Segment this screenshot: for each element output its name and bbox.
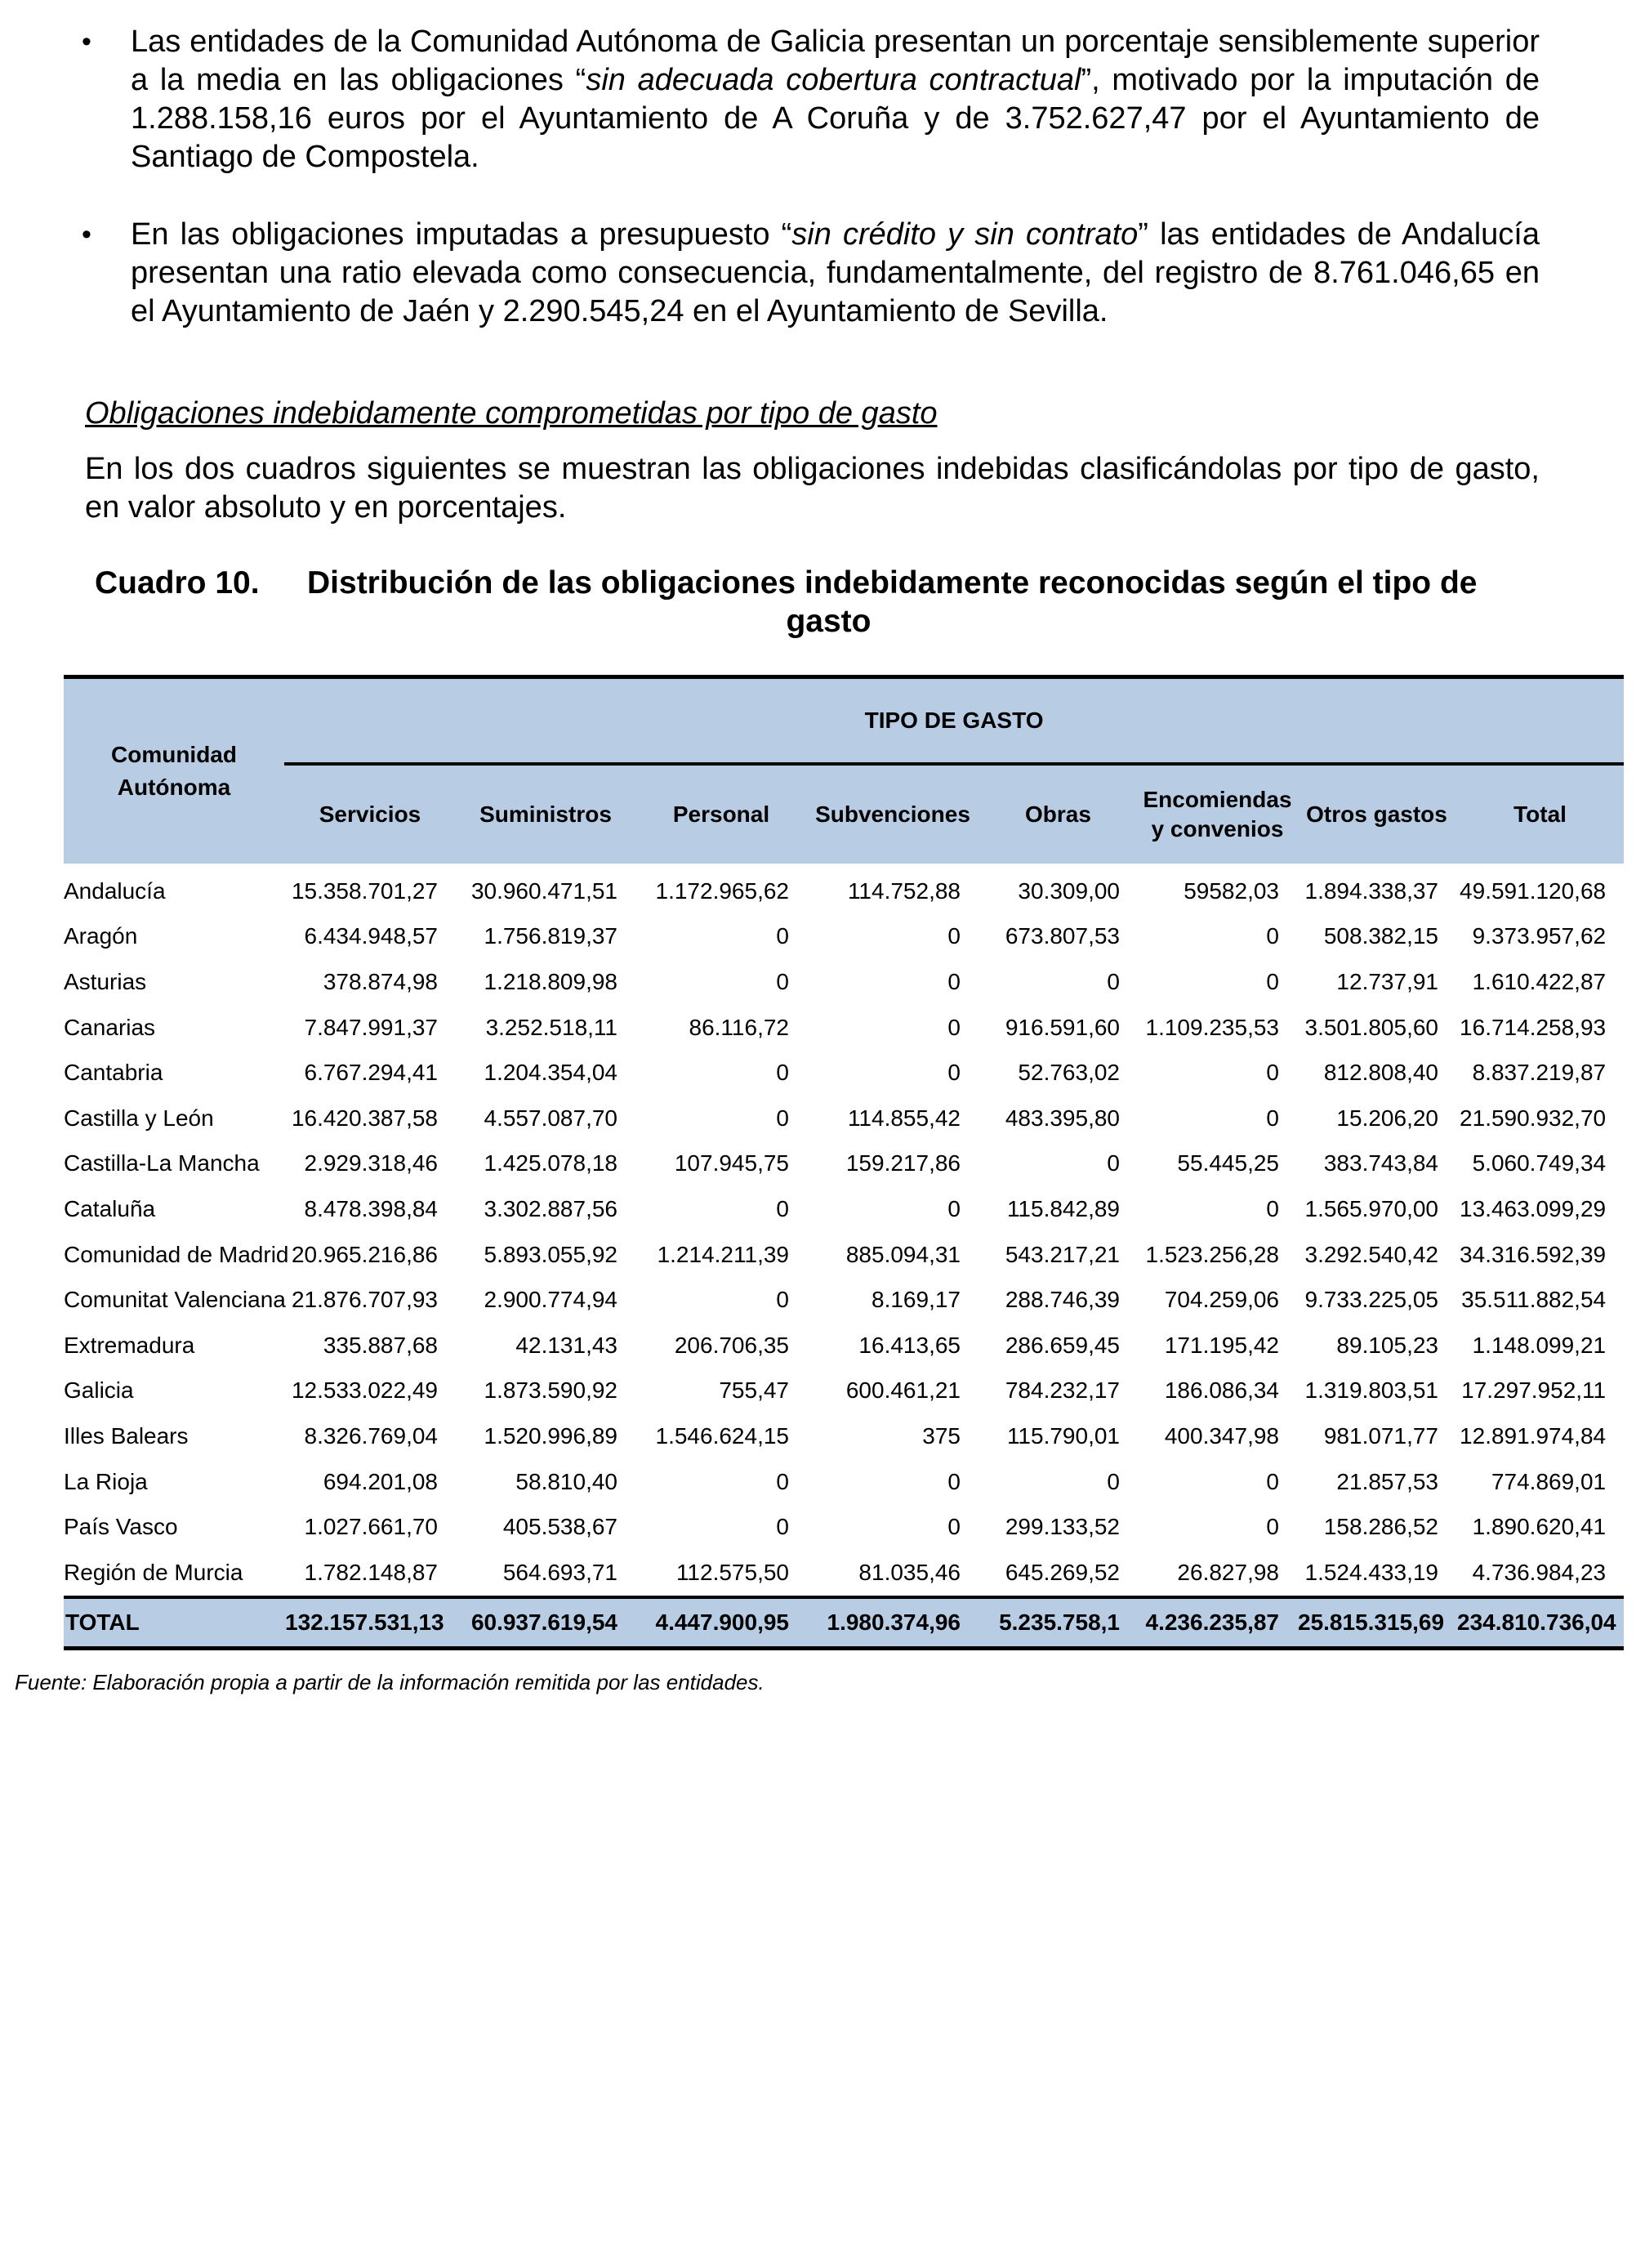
table-cell: 7.847.991,37 [304,1014,438,1040]
table-row [64,1459,1624,1505]
table-cell: 8.478.398,84 [304,1195,438,1221]
table-cell: 1.520.996,89 [484,1422,617,1449]
expense-table [64,675,1624,1650]
table-cell: 186.086,34 [1164,1377,1279,1404]
col-header-otros-gastos: Otros gastos [1297,764,1456,864]
bullet-galicia [82,23,1540,176]
row-label: Illes Balears [64,1422,189,1449]
table-cell: 1.565.970,00 [1304,1195,1438,1221]
table-cell: 1.610.422,87 [1472,968,1607,994]
table-row [64,1232,1624,1278]
table-cell: 1.894.338,37 [1304,877,1438,904]
table-row [64,1323,1624,1368]
table-row [64,1368,1624,1414]
table-cell: 30.960.471,51 [470,877,617,904]
table-cell: 9.733.225,05 [1304,1287,1438,1313]
total-cell: 1.980.374,96 [807,1597,978,1649]
table-cell: 755,47 [719,1377,789,1404]
table-cell: 0 [1107,968,1120,994]
table-cell: 114.855,42 [847,1105,961,1131]
table-cell: 1.782.148,87 [304,1559,438,1585]
row-label: Castilla y León [64,1105,214,1131]
total-cell: 132.157.531,13 [284,1597,456,1649]
table-row [64,1141,1624,1187]
table-cell: 15.358.701,27 [291,877,438,904]
table-cell: 1.172.965,62 [655,877,789,904]
table-cell: 375 [922,1422,961,1449]
table-cell: 8.169,17 [871,1287,961,1313]
bullet-text: ” las entidades de Andalucía presentan una ratio elevada como consecuencia, fundamentalmente, del registro de 8.761.046,65 en el Ayuntamiento de Jaén y 2.290.545,24 en el Ayuntamiento de Sevilla. [131,217,1540,328]
table-cell: 1.756.819,37 [484,923,617,949]
row-label: Canarias [64,1014,156,1040]
row-label: La Rioja [64,1468,148,1494]
row-label: Región de Murcia [64,1559,243,1585]
table-cell: 0 [947,1060,961,1086]
table-cell: 59582,03 [1184,877,1279,904]
table-cell: 0 [1107,1150,1120,1176]
total-cell: 60.937.619,54 [456,1597,635,1649]
row-label: Aragón [64,923,138,949]
table-cell: 335.887,68 [323,1332,438,1358]
table-cell: 34.316.592,39 [1460,1241,1607,1267]
table-cell: 916.591,60 [1005,1014,1120,1040]
table-cell: 115.842,89 [1006,1195,1120,1221]
table-cell: 16.420.387,58 [291,1105,438,1131]
table-cell: 17.297.952,11 [1461,1377,1607,1404]
table-cell: 0 [776,1105,789,1131]
table-cell: 49.591.120,68 [1460,877,1607,904]
table-cell: 0 [947,1468,961,1494]
table-cell: 483.395,80 [1005,1105,1120,1131]
source-note: Fuente: Elaboración propia a partir de la información remitida por las entidades. [15,1670,765,1694]
table-cell: 0 [1266,1060,1279,1086]
table-cell: 0 [776,1514,789,1540]
bullet-emphasis: sin crédito y sin contrato [791,217,1139,252]
table-cell: 0 [1107,1468,1120,1494]
row-label: Andalucía [64,877,166,904]
row-label: Asturias [64,968,147,994]
header-tipo-de-gasto: TIPO DE GASTO [284,677,1624,765]
table-row [64,1096,1624,1141]
table-cell: 4.557.087,70 [484,1105,617,1131]
table-cell: 0 [1266,1195,1279,1221]
table-cell: 0 [947,923,961,949]
table-cell: 3.501.805,60 [1304,1014,1438,1040]
table-cell: 35.511.882,54 [1461,1287,1607,1313]
table-cell: 1.873.590,92 [484,1377,617,1404]
table-cell: 1.524.433,19 [1304,1559,1438,1585]
table-cell: 1.148.099,21 [1472,1332,1607,1358]
table-cell: 286.659,45 [1005,1332,1120,1358]
table-cell: 1.890.620,41 [1472,1514,1607,1540]
bullet-andalucia [82,216,1540,331]
table-cell: 1.319.803,51 [1304,1377,1438,1404]
total-cell: 4.447.900,95 [635,1597,807,1649]
table-cell: 543.217,21 [1005,1241,1120,1267]
row-label: Galicia [64,1377,134,1404]
table-cell: 12.891.974,84 [1460,1422,1607,1449]
table-cell: 55.445,25 [1177,1150,1279,1176]
table-row [64,864,1624,914]
table-cell: 2.900.774,94 [484,1287,617,1313]
table-cell: 6.434.948,57 [304,923,438,949]
table-cell: 15.206,20 [1336,1105,1438,1131]
table-cell: 1.204.354,04 [484,1060,617,1086]
table-cell: 784.232,17 [1005,1377,1120,1404]
col-header-suministros: Suministros [456,764,635,864]
table-cell: 981.071,77 [1323,1422,1438,1449]
table-cell: 0 [947,1195,961,1221]
table-cell: 1.027.661,70 [304,1514,438,1540]
table-cell: 400.347,98 [1164,1422,1279,1449]
col-header-obras: Obras [978,764,1138,864]
table-cell: 2.929.318,46 [304,1150,438,1176]
table-cell: 6.767.294,41 [304,1060,438,1086]
table-cell: 158.286,52 [1323,1514,1438,1540]
total-row [64,1597,1624,1649]
table-cell: 508.382,15 [1323,923,1438,949]
section-subheading: Obligaciones indebidamente comprometidas por tipo de gasto [85,396,938,431]
table-cell: 206.706,35 [674,1332,789,1358]
bullet-text: En las obligaciones imputadas a presupuesto “ [131,217,792,252]
table-cell: 0 [776,923,789,949]
table-cell: 812.808,40 [1323,1060,1438,1086]
table-cell: 0 [1266,1105,1279,1131]
table-cell: 112.575,50 [675,1559,789,1585]
table-cell: 0 [776,1195,789,1221]
table-cell: 0 [1266,1514,1279,1540]
table-cell: 600.461,21 [845,1377,961,1404]
row-label: Cantabria [64,1060,163,1086]
table-cell: 16.714.258,93 [1460,1014,1607,1040]
col-header-total: Total [1456,764,1624,864]
table-cell: 0 [776,968,789,994]
table-row [64,1050,1624,1096]
col-header-servicios: Servicios [284,764,456,864]
table-cell: 383.743,84 [1323,1150,1438,1176]
table-cell: 0 [1266,1468,1279,1494]
table-cell: 1.218.809,98 [484,968,617,994]
caption-title-line2: gasto [786,604,871,639]
total-cell: 5.235.758,1 [978,1597,1138,1649]
table-cell: 0 [947,1514,961,1540]
table-row [64,1550,1624,1597]
table-cell: 81.035,46 [858,1559,961,1585]
table-body [64,864,1624,1597]
table-cell: 673.807,53 [1005,923,1120,949]
table-cell: 115.790,01 [1006,1422,1120,1449]
table-cell: 20.965.216,86 [291,1241,438,1267]
table-cell: 9.373.957,62 [1472,923,1607,949]
table-cell: 704.259,06 [1164,1287,1279,1313]
table-cell: 21.876.707,93 [291,1287,438,1313]
bullet-emphasis: sin adecuada cobertura contractual [586,63,1081,97]
table-cell: 3.302.887,56 [484,1195,617,1221]
table-cell: 8.837.219,87 [1472,1060,1607,1086]
table-row [64,1186,1624,1232]
table-cell: 13.463.099,29 [1460,1195,1607,1221]
bullet-text: ”, motivado por la imputación de 1.288.158,16 euros por el Ayuntamiento de A Coruña y de 3.752.627,47 por el Ayuntamiento de Santiago de Compostela. [131,63,1540,174]
table-cell: 885.094,31 [845,1241,961,1267]
table-cell: 645.269,52 [1005,1559,1120,1585]
table-row [64,1413,1624,1459]
caption-number: Cuadro 10. [95,565,260,600]
caption-title-line1: Distribución de las obligaciones indebidamente reconocidas según el tipo de [307,565,1478,600]
table-cell: 114.752,88 [847,877,961,904]
table-cell: 0 [1266,923,1279,949]
table-cell: 0 [776,1060,789,1086]
row-label: Extremadura [64,1332,195,1358]
table-cell: 774.869,01 [1491,1468,1607,1494]
table-cell: 1.214.211,39 [657,1241,789,1267]
table-cell: 16.413,65 [858,1332,961,1358]
total-cell: 4.236.235,87 [1138,1597,1297,1649]
table-cell: 159.217,86 [845,1150,961,1176]
table-cell: 26.827,98 [1177,1559,1279,1585]
row-label: Cataluña [64,1195,156,1221]
table-cell: 0 [1266,968,1279,994]
table-cell: 171.195,42 [1164,1332,1279,1358]
table-cell: 694.201,08 [323,1468,438,1494]
table-cell: 42.131,43 [515,1332,617,1358]
table-caption [85,564,1540,641]
total-label: TOTAL [64,1597,284,1649]
table-cell: 5.060.749,34 [1472,1150,1607,1176]
col-header-subvenciones: Subvenciones [807,764,978,864]
table-cell: 299.133,52 [1005,1514,1120,1540]
total-cell: 234.810.736,04 [1456,1597,1624,1649]
row-label: Comunidad de Madrid [64,1241,289,1267]
table-cell: 0 [776,1468,789,1494]
intro-paragraph: En los dos cuadros siguientes se muestran las obligaciones indebidas clasificándolas por tipo de gasto, en valor absoluto y en porcentajes. [85,452,1540,525]
header-comunidad: Comunidad Autónoma [64,677,284,864]
table-cell: 107.945,75 [674,1150,789,1176]
table-cell: 0 [947,968,961,994]
table-cell: 3.292.540,42 [1304,1241,1438,1267]
table-cell: 288.746,39 [1005,1287,1120,1313]
bullet-list [82,23,1540,370]
table-row [64,1504,1624,1550]
table-cell: 5.893.055,92 [484,1241,617,1267]
table-cell: 4.736.984,23 [1472,1559,1607,1585]
table-cell: 1.546.624,15 [655,1422,789,1449]
table-cell: 0 [776,1287,789,1313]
table-row [64,959,1624,1005]
table-cell: 52.763,02 [1018,1060,1120,1086]
table-cell: 21.857,53 [1336,1468,1438,1494]
table-row [64,1277,1624,1323]
row-label: Comunitat Valenciana [64,1287,286,1313]
table-cell: 1.523.256,28 [1145,1241,1279,1267]
table-cell: 378.874,98 [323,968,438,994]
bullet-icon: • [82,26,91,57]
table-cell: 30.309,00 [1018,877,1120,904]
table-cell: 1.425.078,18 [484,1150,617,1176]
col-header-personal: Personal [635,764,807,864]
table-row [64,914,1624,960]
col-header-encomiendas: Encomiendas y convenios [1138,764,1297,864]
table-cell: 86.116,72 [689,1014,789,1040]
bullet-text: Las entidades de la Comunidad Autónoma de Galicia presentan un porcentaje sensiblemente superior a la media en las obligaciones “ [131,25,1540,97]
table-cell: 21.590.932,70 [1460,1105,1607,1131]
total-cell: 25.815.315,69 [1297,1597,1456,1649]
table-row [64,1005,1624,1051]
table-cell: 8.326.769,04 [304,1422,438,1449]
table-cell: 12.533.022,49 [291,1377,438,1404]
table-cell: 12.737,91 [1336,968,1438,994]
table-cell: 3.252.518,11 [485,1014,617,1040]
table-cell: 405.538,67 [502,1514,617,1540]
table-cell: 58.810,40 [515,1468,617,1494]
table-cell: 564.693,71 [502,1559,617,1585]
bullet-icon: • [82,219,91,250]
row-label: Castilla-La Mancha [64,1150,260,1176]
table-cell: 0 [947,1014,961,1040]
row-label: País Vasco [64,1514,178,1540]
table-cell: 89.105,23 [1336,1332,1438,1358]
table-cell: 1.109.235,53 [1145,1014,1279,1040]
